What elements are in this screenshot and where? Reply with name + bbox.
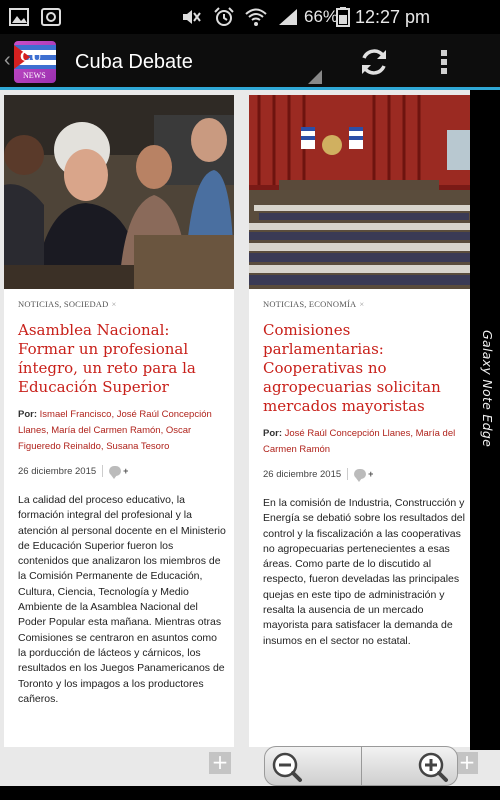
article-categories[interactable] (18, 299, 226, 309)
logo-bottom-text: NEWS (23, 71, 46, 80)
article-authors[interactable]: José Raúl Concepción Llanes, María del Carmen Ramón (263, 428, 456, 455)
article-byline (263, 426, 471, 458)
article-photo[interactable] (249, 95, 479, 289)
article-excerpt: En la comisión de Industria, Construcción y Energía se debatió sobre los resultados del control y la fiscalización a las cooperativas no agropecuarias pertenecientes a esas áreas. Como parte de lo discutido al respecto, fueron develadas las principales quejas en este tipo de administración y resalta la ausencia de un mercado mayorista para satisfacer la demanda de insumos en el sector no estatal. (263, 497, 465, 647)
article-meta (18, 463, 226, 479)
picture-icon (8, 7, 30, 27)
zoom-out-icon[interactable] (269, 751, 303, 783)
title-dropdown-indicator[interactable] (308, 70, 322, 84)
article-headline[interactable]: Comisiones parlamentarias: Cooperativas no agropecuarias solicitan mercados mayoristas (263, 321, 441, 415)
article-meta (263, 466, 471, 482)
comment-add[interactable]: + (123, 466, 129, 476)
zoom-divider (361, 747, 362, 786)
article-categories[interactable] (263, 299, 471, 309)
status-bar (0, 0, 500, 34)
article-byline (18, 407, 226, 455)
article-photo[interactable] (4, 95, 234, 289)
expand-article-button[interactable]: + (456, 752, 478, 774)
article-card[interactable] (249, 95, 479, 747)
article-card[interactable] (4, 95, 234, 747)
byline-label: Por: (18, 409, 37, 420)
category-close-icon[interactable]: × (111, 299, 117, 309)
battery-percent: 66% (304, 7, 339, 26)
zoom-control (264, 746, 458, 786)
byline-label: Por: (263, 428, 282, 439)
alarm-icon (213, 7, 235, 27)
overflow-menu-icon[interactable] (430, 44, 458, 80)
zoom-in-icon[interactable] (415, 751, 449, 783)
bottom-bar (0, 786, 500, 800)
comment-add[interactable]: + (368, 469, 374, 479)
meta-divider (102, 465, 103, 477)
signal-icon (277, 7, 299, 27)
edge-screen-label: Galaxy Note Edge (480, 330, 495, 448)
article-date: 26 diciembre 2015 (263, 468, 342, 480)
camera-icon (40, 7, 62, 27)
category-list[interactable]: NOTICIAS, ECONOMÍA (263, 299, 357, 309)
app-logo[interactable] (14, 41, 56, 83)
comment-icon[interactable] (109, 466, 121, 476)
app-title: Cuba Debate (75, 51, 193, 73)
article-excerpt: La calidad del proceso educativo, la formación integral del profesional y la atención al personal docente en el Ministerio de Educación Superior fueron los contenidos que analizaron los miembros de la Comisión Permanente de Educación, Cultura, Ciencia, Tecnología y Medio Ambiente de la Asamblea Nacional del Poder Popular esta mañana. Mientras otras Comisiones se centraron en asuntos como la porducción de lácteos y cárnicos, los resultados en los Juegos Panamericanos de Toronto y los impagos a los productores cañeros. (18, 494, 226, 705)
category-list[interactable]: NOTICIAS, SOCIEDAD (18, 299, 109, 309)
refresh-icon[interactable] (356, 44, 392, 80)
article-authors[interactable]: Ismael Francisco, José Raúl Concepción Llanes, María del Carmen Ramón, Oscar Figueredo Reinaldo, Susana Tesoro (18, 409, 212, 452)
action-bar (0, 34, 500, 90)
article-headline[interactable]: Asamblea Nacional: Formar un profesional íntegro, un reto para la Educación Superior (18, 321, 196, 396)
wifi-icon (245, 7, 267, 27)
category-close-icon[interactable]: × (359, 299, 365, 309)
back-chevron-icon[interactable]: ‹ (4, 49, 11, 71)
battery-icon (336, 7, 350, 27)
meta-divider (347, 468, 348, 480)
comment-icon[interactable] (354, 469, 366, 479)
logo-top-text: CU (20, 49, 42, 65)
article-date: 26 diciembre 2015 (18, 465, 97, 477)
mute-icon (180, 7, 202, 27)
expand-article-button[interactable]: + (209, 752, 231, 774)
clock: 12:27 pm (355, 7, 431, 27)
